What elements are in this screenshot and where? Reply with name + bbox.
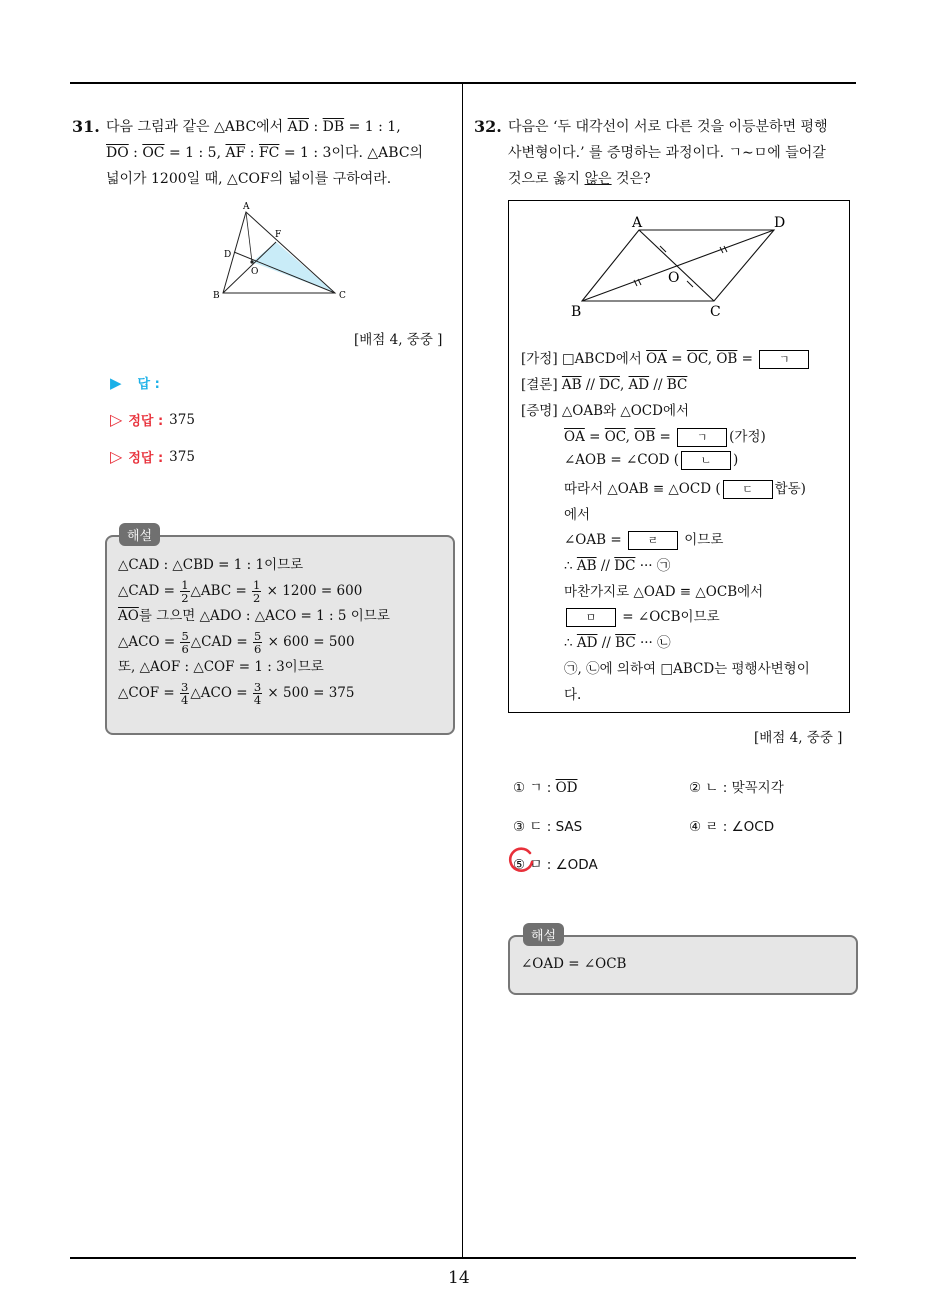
tick-oc: [687, 281, 693, 287]
q31-correct-row-2: [110, 447, 195, 466]
proof-line-7: 에서: [564, 507, 591, 523]
bottom-rule: [70, 1257, 856, 1259]
label-b: B: [213, 291, 220, 301]
label-o: O: [251, 267, 259, 277]
column-divider: [462, 82, 463, 1258]
blank-digeut: ㄷ: [723, 480, 773, 499]
exp-line-3: $\overline{AO}$를 그으면 △ADO : △ACO = 1 : 5 이므로: [118, 608, 390, 624]
q31-correct-row-1: [110, 410, 195, 429]
choice-4[interactable]: ④ ㄹ : ∠OCD: [689, 819, 775, 835]
correct-value: 375: [169, 411, 195, 428]
proof-line-4: $\overline{OA} = \overline{OC}$, $\overline{OB}$ = ㄱ (가정): [564, 429, 766, 445]
exp-line-5: 또, △AOF : △COF = 1 : 3이므로: [118, 659, 324, 675]
q32-explanation-text: ∠OAD = ∠OCB: [521, 956, 627, 972]
q32-text: [508, 114, 858, 192]
q32-parallelogram-figure: [560, 210, 800, 322]
tick-od-2: [724, 246, 727, 252]
q31-text: [106, 114, 458, 192]
proof-line-14: 다.: [564, 687, 582, 703]
q31-explanation-tab: 해설: [119, 523, 160, 546]
q32-number: 32.: [474, 117, 502, 136]
correct-value: 375: [169, 448, 195, 465]
q32-meta: [배점 4, 중중 ]: [754, 730, 843, 746]
choice-3[interactable]: ③ ㄷ : SAS: [513, 819, 583, 835]
choice-5[interactable]: ⑤ ㅁ : ∠ODA: [513, 857, 598, 873]
q31-triangle-figure: [212, 200, 358, 304]
label-d: D: [224, 250, 232, 260]
answer-mark-circle-icon: [506, 845, 536, 875]
outline-arrow-icon: ▷: [110, 447, 123, 466]
q32-line2: 사변형이다.’ 를 증명하는 과정이다. ㄱ∼ㅁ에 들어갈: [508, 145, 826, 161]
proof-conclusion: [결론] $\overline{AB} // \overline{DC}$, $\overline{AD} // \overline{BC}$: [521, 377, 688, 393]
exp-line-2: △CAD = $\frac{1}{2}$ △ABC = $\frac{1}{2}$ × 1200 = 600: [118, 577, 363, 605]
correct-label: 정답 :: [128, 451, 164, 466]
q31-answer-row: [110, 373, 160, 392]
choice-2[interactable]: ② ㄴ : 맞꼭지각: [689, 780, 784, 796]
proof-line-6: 따라서 △OAB ≡ △OCD ( ㄷ 합동): [564, 481, 806, 497]
page-number: 14: [448, 1268, 470, 1288]
blank-giyeok-2: ㄱ: [677, 428, 727, 447]
proof-line-9: ∴ $\overline{AB} // \overline{DC}$ ··· ㉠: [564, 558, 671, 574]
choice-1[interactable]: ① ㄱ : $\overline{OD}$: [513, 780, 578, 796]
outline-arrow-icon: ▷: [110, 410, 123, 429]
q31-line3: 넓이가 1200일 때, △COF의 넓이를 구하여라.: [106, 171, 392, 187]
q31-number: 31.: [72, 117, 100, 136]
blank-giyeok: ㄱ: [759, 350, 809, 369]
label-c: C: [710, 304, 721, 320]
q31-explanation-content: [118, 553, 390, 706]
proof-line-5: ∠AOB = ∠COD ( ㄴ ): [564, 452, 739, 468]
correct-label: 정답 :: [128, 414, 164, 429]
blank-rieul: ㄹ: [628, 531, 678, 550]
label-c: C: [339, 291, 346, 301]
proof-line-10: 마찬가지로 △OAD ≡ △OCB에서: [564, 584, 764, 600]
shaded-triangle-cof: [252, 242, 335, 293]
label-a: A: [243, 202, 250, 212]
proof-start: [증명] △OAB와 △OCD에서: [521, 403, 690, 419]
q32-line3: 것으로 옳지 않은 것은?: [508, 171, 651, 187]
point-o: [250, 260, 253, 263]
blank-nieun: ㄴ: [681, 451, 731, 470]
answer-label: 답 :: [137, 377, 160, 392]
proof-line-13: ㉠, ㉡에 의하여 □ABCD는 평행사변형이: [564, 661, 810, 677]
label-d: D: [774, 215, 786, 231]
proof-line-12: ∴ $\overline{AD} // \overline{BC}$ ··· ㉡: [564, 635, 671, 651]
exp-line-4: △ACO = $\frac{5}{6}$ △CAD = $\frac{5}{6}$ × 600 = 500: [118, 628, 355, 656]
proof-line-11: ㅁ = ∠OCB이므로: [564, 605, 720, 627]
play-arrow-icon: ▶: [110, 373, 122, 392]
q31-line2: $\overline{DO}$ : $\overline{OC} = 1$ : 5, $\overline{AF}$ : $\overline{FC} = 1$ : 3이다. △ABC의: [106, 145, 424, 161]
q31-line1: 다음 그림과 같은 △ABC에서 $\overline{AD}$ : $\overline{DB} = 1$ : 1,: [106, 119, 401, 135]
label-a: A: [632, 215, 643, 231]
segment-ao: [246, 212, 252, 262]
exp-line-1: △CAD : △CBD = 1 : 1이므로: [118, 557, 304, 573]
q31-meta: [배점 4, 중중 ]: [354, 332, 443, 348]
q32-explanation-tab: 해설: [523, 923, 564, 946]
proof-line-8: ∠OAB = ㄹ 이므로: [564, 532, 724, 548]
blank-mieum: ㅁ: [566, 608, 616, 627]
exp-line-6: △COF = $\frac{3}{4}$ △ACO = $\frac{3}{4}$ × 500 = 375: [118, 679, 355, 707]
label-b: B: [571, 304, 582, 320]
label-f: F: [275, 230, 282, 240]
label-o: O: [668, 270, 680, 286]
proof-hypothesis: [가정] □ABCD에서 $\overline{OA} = \overline{OC}$, $\overline{OB}$ = ㄱ: [521, 347, 811, 369]
q32-line1: 다음은 ‘두 대각선이 서로 다른 것을 이등분하면 평행: [508, 119, 828, 135]
